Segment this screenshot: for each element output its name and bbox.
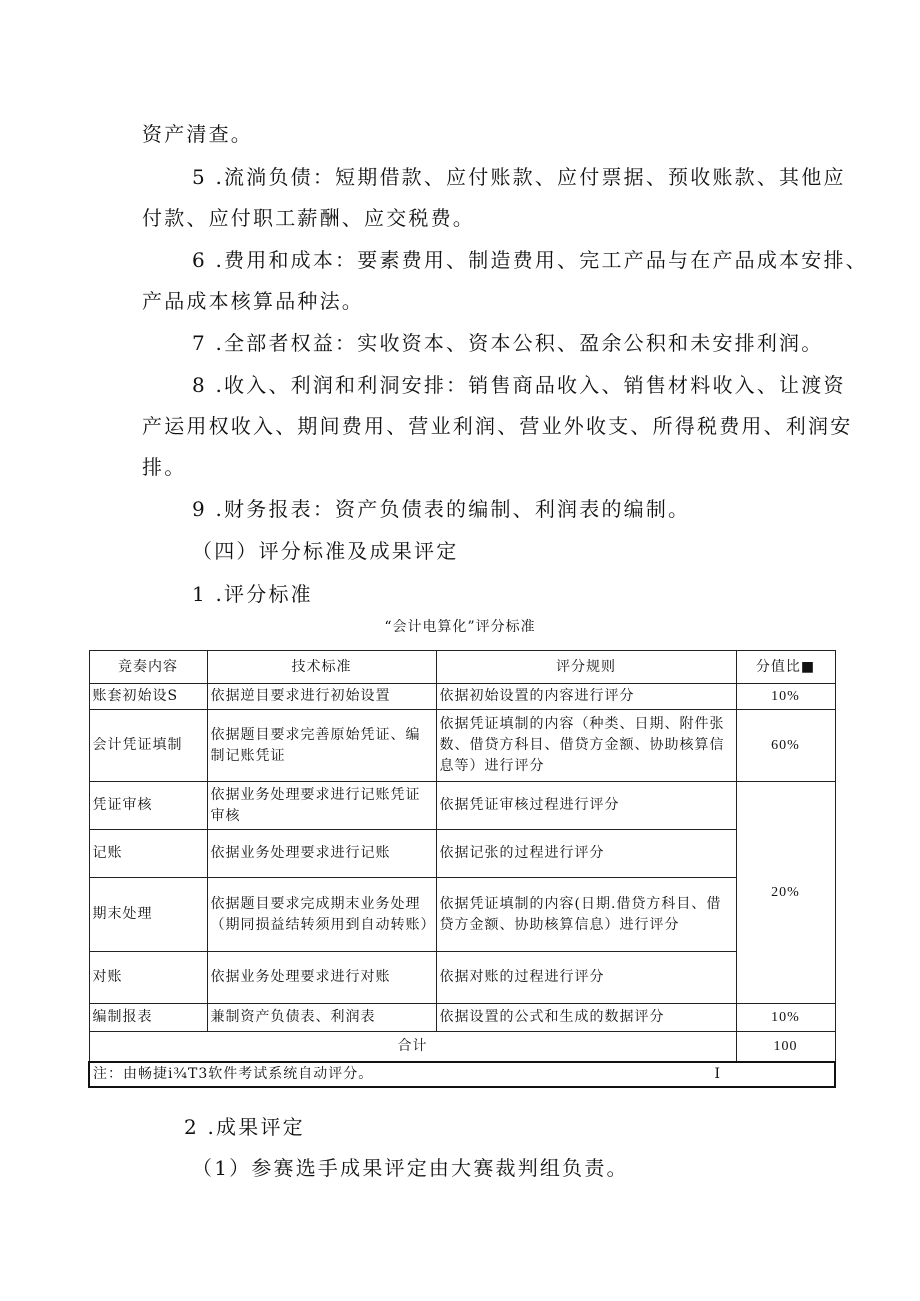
row-standard: 依据题目要求完成期末业务处理（期同损益结转须用到自动转账）	[207, 878, 436, 952]
table-row	[89, 878, 835, 952]
paragraph-5-line-1: 5 .流淌负债：短期借款、应付账款、应付票据、预收账款、其他应	[192, 165, 846, 189]
note-mark: I	[714, 1065, 721, 1082]
item-1: （1）参赛选手成果评定由大赛裁判组负责。	[192, 1156, 629, 1180]
note-cell	[89, 1062, 835, 1087]
row-rule: 依据记张的过程进行评分	[436, 830, 736, 878]
header-content: 竞奏内容	[89, 651, 207, 684]
row-content: 期末处理	[89, 878, 207, 952]
table-row	[89, 1004, 835, 1032]
paragraph-5-line-2: 付款、应付职工薪酬、应交税费。	[142, 206, 475, 230]
row-score-merged: 20%	[736, 782, 835, 1004]
paragraph-7: 7 .全部者权益：实收资本、资本公积、盈余公积和未安排利润。	[192, 331, 824, 355]
row-score: 10%	[736, 684, 835, 710]
table-row	[89, 710, 835, 782]
paragraph-continuation: 资产清查。	[142, 122, 253, 146]
paragraph-6-line-2: 产品成本核算品种法。	[142, 289, 364, 313]
row-score: 10%	[736, 1004, 835, 1032]
paragraph-6-line-1: 6 .费用和成本：要素费用、制造费用、完工产品与在产品成本安排、	[192, 248, 868, 272]
row-standard: 依据业务处理要求进行对账	[207, 952, 436, 1004]
note-row	[89, 1062, 835, 1087]
row-standard: 兼制资产负债表、利润表	[207, 1004, 436, 1032]
table-row	[89, 782, 835, 830]
total-label: 合计	[89, 1032, 736, 1062]
row-standard: 依据逆目要求进行初始设置	[207, 684, 436, 710]
table-header-row	[89, 651, 835, 684]
total-value: 100	[736, 1032, 835, 1062]
row-content: 编制报表	[89, 1004, 207, 1032]
row-content: 会计凭证填制	[89, 710, 207, 782]
table-row	[89, 952, 835, 1004]
paragraph-8-line-1: 8 .收入、利润和利洞安排：销售商品收入、销售材料收入、让渡资	[192, 373, 846, 397]
total-row	[89, 1032, 835, 1062]
row-rule: 依据凭证填制的内容（种类、日期、附件张数、借贷方科目、借贷方金额、协助核算信息等）进行评分	[436, 710, 736, 782]
subheading-result-evaluation: 2 .成果评定	[184, 1115, 305, 1139]
row-rule: 依据凭证审核过程进行评分	[436, 782, 736, 830]
table-note: 注：由畅捷i¾T3软件考试系统自动评分。	[93, 1065, 374, 1082]
row-score: 60%	[736, 710, 835, 782]
table-caption: “会计电算化”评分标准	[384, 619, 536, 635]
row-rule: 依据凭证填制的内容(日期.借贷方科目、借贷方金额、协助核算信息）进行评分	[436, 878, 736, 952]
header-rule: 评分规则	[436, 651, 736, 684]
paragraph-8-line-3: 排。	[142, 455, 187, 479]
table-row	[89, 830, 835, 878]
header-standard: 技术标准	[207, 651, 436, 684]
scoring-table	[88, 650, 836, 1088]
row-content: 账套初始设S	[89, 684, 207, 710]
row-standard: 依据业务处理要求进行记账凭证审核	[207, 782, 436, 830]
row-rule: 依据设置的公式和生成的数据评分	[436, 1004, 736, 1032]
row-standard: 依据题目要求完善原始凭证、编制记账凭证	[207, 710, 436, 782]
row-content: 记账	[89, 830, 207, 878]
paragraph-8-line-2: 产运用权收入、期间费用、营业利润、营业外收支、所得税费用、利润安	[142, 414, 853, 438]
row-standard: 依据业务处理要求进行记账	[207, 830, 436, 878]
subheading-scoring-standard: 1 .评分标准	[192, 582, 313, 606]
paragraph-9: 9 .财务报表：资产负债表的编制、利润表的编制。	[192, 497, 691, 521]
row-content: 凭证审核	[89, 782, 207, 830]
row-rule: 依据初始设置的内容进行评分	[436, 684, 736, 710]
header-score: 分值比■	[736, 651, 835, 684]
section-heading-4: （四）评分标准及成果评定	[192, 539, 459, 563]
row-content: 对账	[89, 952, 207, 1004]
table-row	[89, 684, 835, 710]
row-rule: 依据对账的过程进行评分	[436, 952, 736, 1004]
